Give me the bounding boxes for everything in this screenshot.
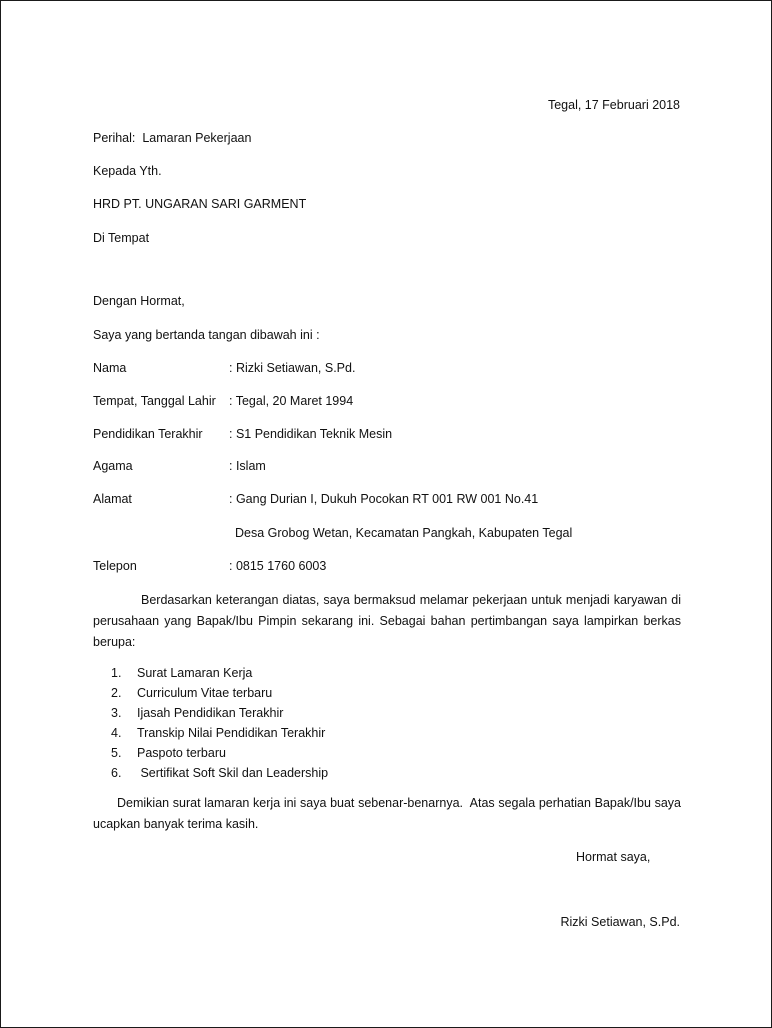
list-item <box>111 725 328 745</box>
list-item-number: 1. <box>111 666 122 680</box>
list-item-number: 3. <box>111 706 122 720</box>
body-paragraph: Berdasarkan keterangan diatas, saya bermaksud melamar pekerjaan untuk menjadi karyawan di perusahaan yang Bapak/Ibu Pimpin sekarang ini. Sebagai bahan pertimbangan saya lampirkan berkas berupa: <box>93 593 681 649</box>
attachment-list <box>111 665 328 785</box>
list-item-text: Surat Lamaran Kerja <box>137 666 253 680</box>
list-item <box>111 685 328 705</box>
field-label-birth: Tempat, Tanggal Lahir <box>93 394 216 408</box>
field-value-address: : Gang Durian I, Dukuh Pocokan RT 001 RW 001 No.41 <box>229 492 539 506</box>
recipient-line-3: Di Tempat <box>93 231 150 245</box>
list-item-number: 5. <box>111 746 122 760</box>
field-value-address-cont: Desa Grobog Wetan, Kecamatan Pangkah, Kabupaten Tegal <box>235 526 573 540</box>
field-value-phone: : 0815 1760 6003 <box>229 559 327 573</box>
intro-line: Saya yang bertanda tangan dibawah ini : <box>93 328 320 342</box>
subject-line: Perihal: Lamaran Pekerjaan <box>93 131 252 145</box>
list-item-text: Sertifikat Soft Skil dan Leadership <box>137 766 329 780</box>
list-item-number: 2. <box>111 686 122 700</box>
field-label-religion: Agama <box>93 459 133 473</box>
greeting: Dengan Hormat, <box>93 294 185 308</box>
closing-salutation: Hormat saya, <box>576 850 651 864</box>
list-item-number: 4. <box>111 726 122 740</box>
field-value-religion: : Islam <box>229 459 266 473</box>
list-item-text: Ijasah Pendidikan Terakhir <box>137 706 284 720</box>
field-label-address: Alamat <box>93 492 132 506</box>
field-value-education: : S1 Pendidikan Teknik Mesin <box>229 427 393 441</box>
list-item <box>111 705 328 725</box>
field-label-education: Pendidikan Terakhir <box>93 427 203 441</box>
list-item-text: Curriculum Vitae terbaru <box>137 686 273 700</box>
field-value-name: : Rizki Setiawan, S.Pd. <box>229 361 356 375</box>
list-item <box>111 665 328 685</box>
list-item <box>111 765 328 785</box>
recipient-line-2: HRD PT. UNGARAN SARI GARMENT <box>93 197 307 211</box>
list-item <box>111 745 328 765</box>
list-item-number: 6. <box>111 766 122 780</box>
place-date: Tegal, 17 Februari 2018 <box>547 98 680 112</box>
closing-paragraph: Demikian surat lamaran kerja ini saya buat sebenar-benarnya. Atas segala perhatian Bapak/Ibu saya ucapkan banyak terima kasih. <box>93 796 685 831</box>
list-item-text: Transkip Nilai Pendidikan Terakhir <box>137 726 326 740</box>
field-label-phone: Telepon <box>93 559 137 573</box>
field-label-name: Nama <box>93 361 127 375</box>
recipient-line-1: Kepada Yth. <box>93 164 162 178</box>
field-value-birth: : Tegal, 20 Maret 1994 <box>229 394 354 408</box>
signature-name: Rizki Setiawan, S.Pd. <box>560 915 680 929</box>
list-item-text: Paspoto terbaru <box>137 746 226 760</box>
